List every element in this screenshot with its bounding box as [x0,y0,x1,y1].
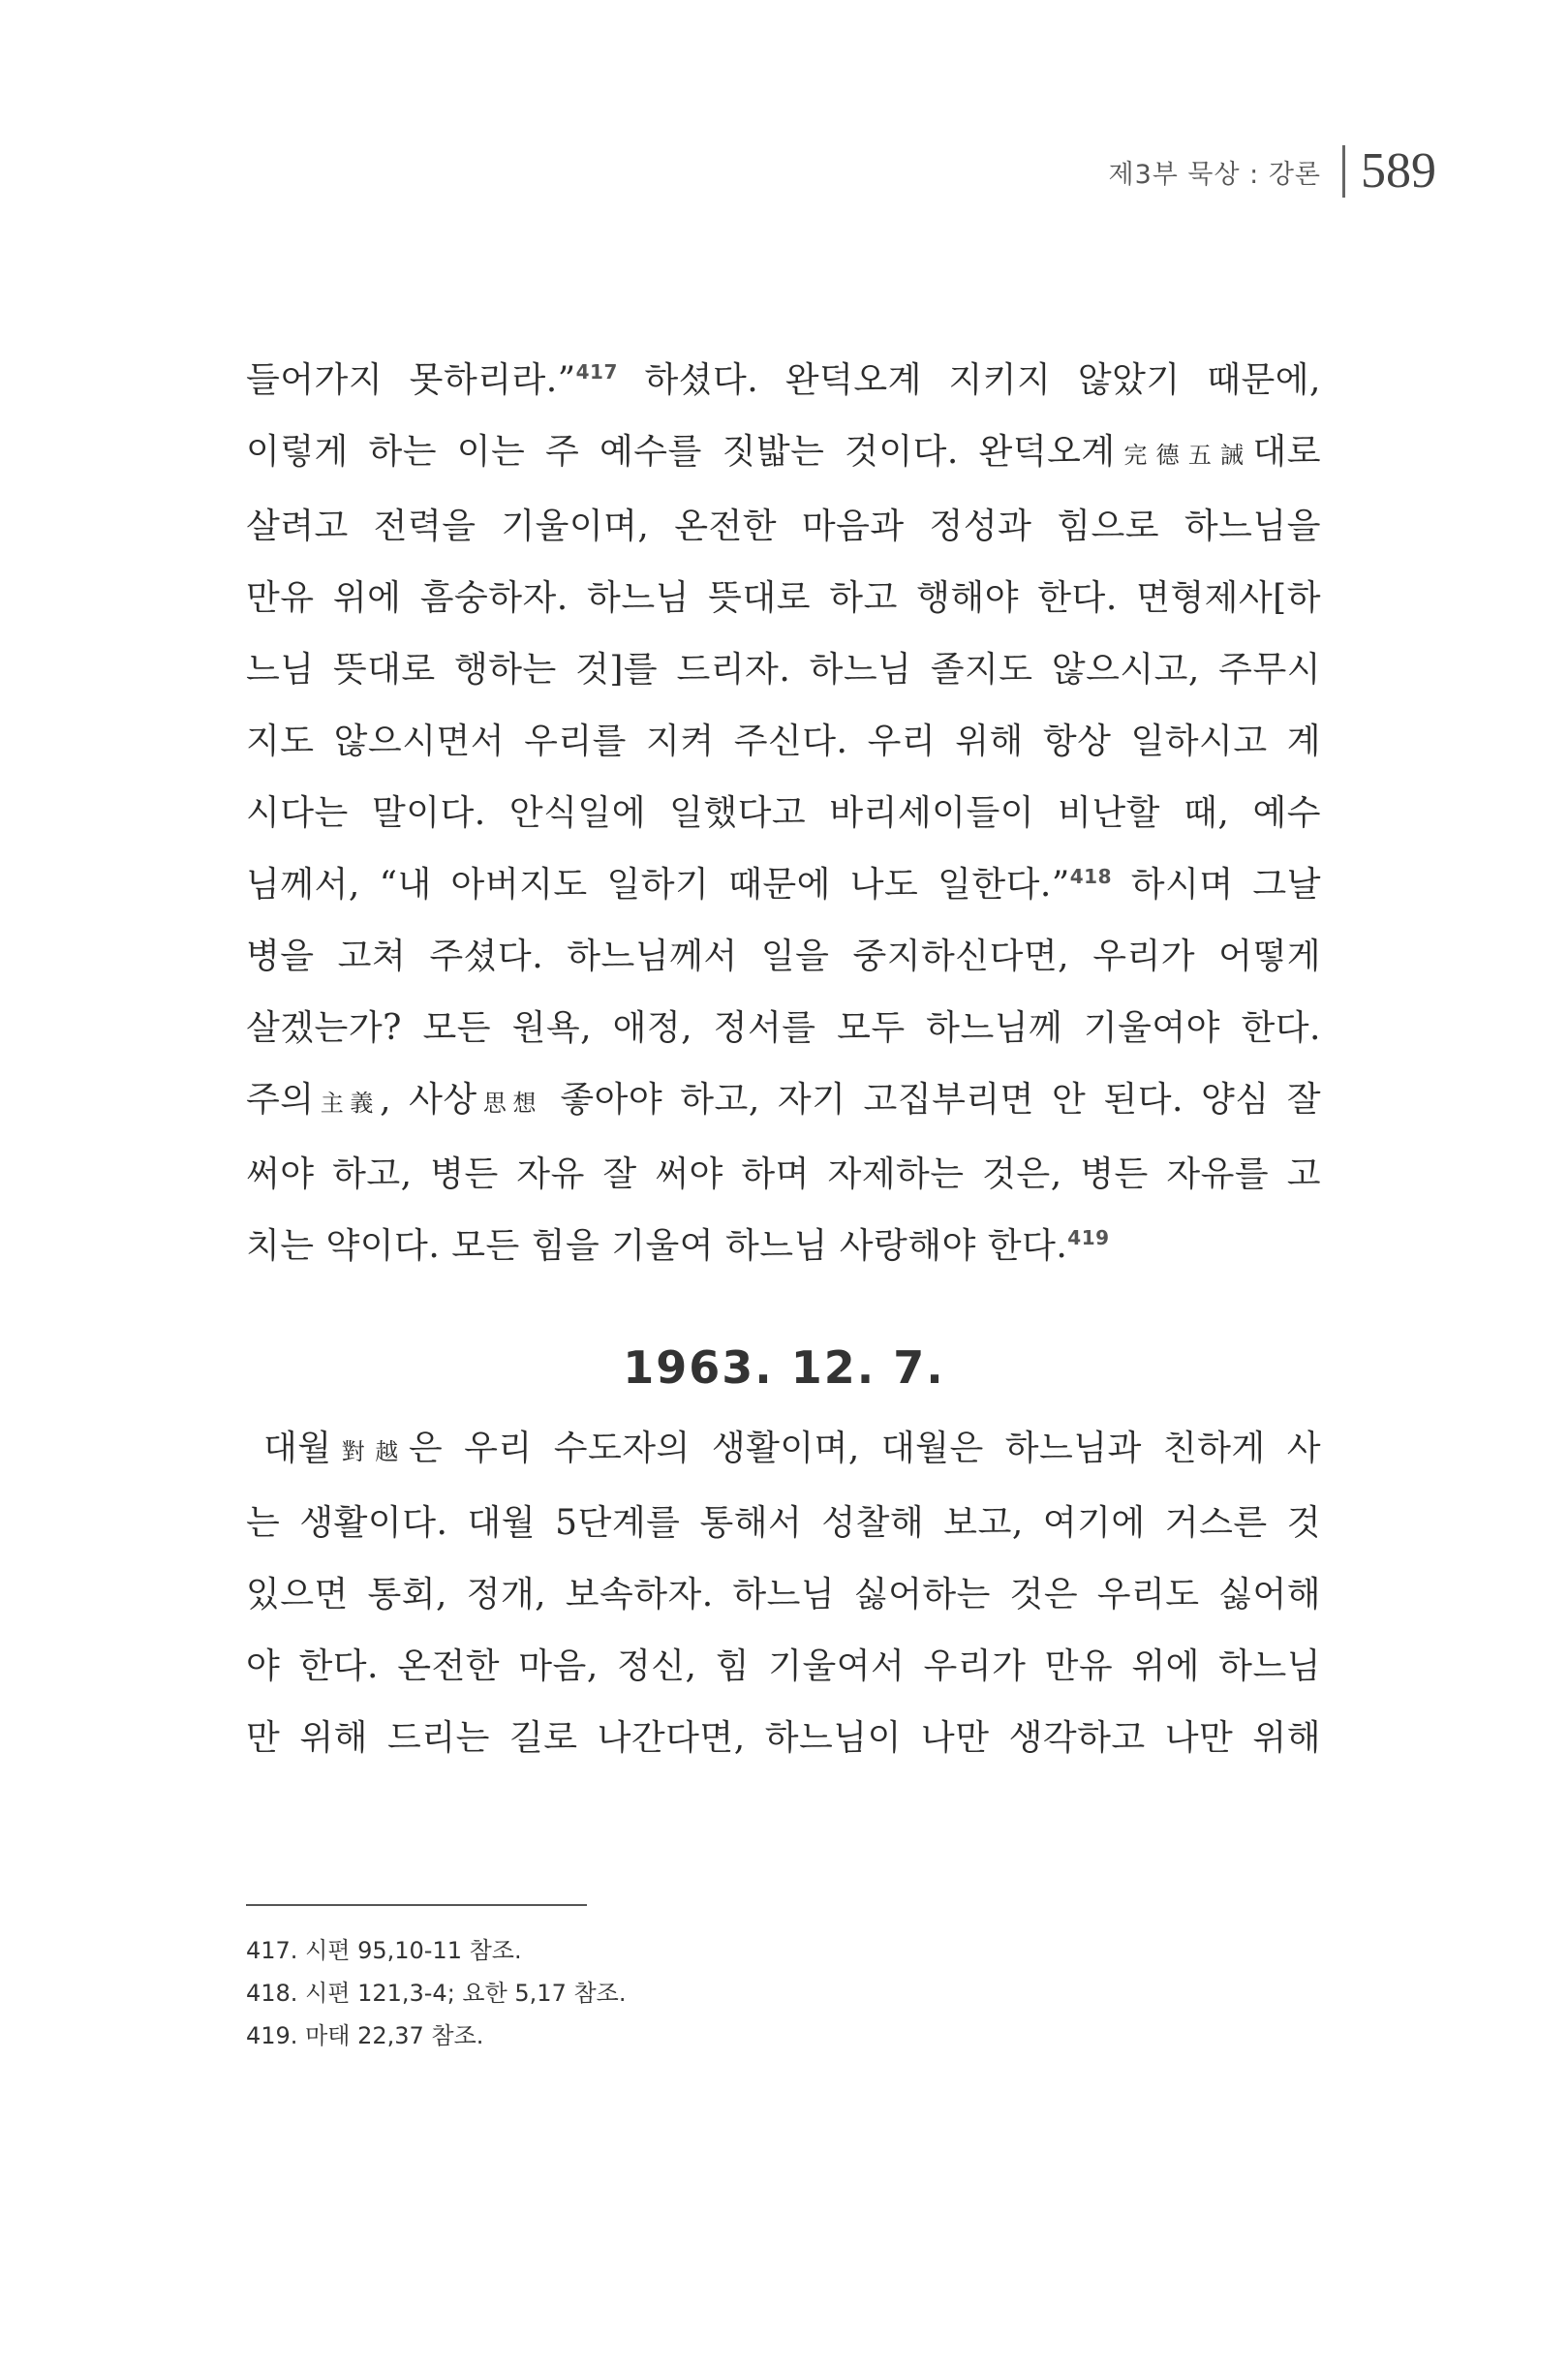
footnote-ref-419[interactable]: 419 [1067,1226,1110,1249]
text-line: 주의主義, 사상思想 좋아야 하고, 자기 고집부리면 안 된다. 양심 잘 [246,1080,1321,1120]
text-line: 느님 뜻대로 행하는 것]를 드리자. 하느님 졸지도 않으시고, 주무시 [246,650,1321,690]
text-line: 대월對越은 우리 수도자의 생활이며, 대월은 하느님과 친하게 사 [263,1429,1322,1468]
footnote-divider [246,1904,587,1906]
text-line: 만유 위에 흠숭하자. 하느님 뜻대로 하고 행해야 한다. 면형제사[하 [246,578,1321,618]
text-line: 병을 고쳐 주셨다. 하느님께서 일을 중지하신다면, 우리가 어떻게 [246,937,1321,976]
hanja-gloss: 完德五誡 [1115,442,1253,469]
hanja-gloss: 思想 [477,1090,543,1117]
hanja-gloss: 主義 [314,1090,381,1117]
footnote-417: 417. 시편 95,10-11 참조. [246,1937,522,1964]
text-line: 지도 않으시면서 우리를 지켜 주신다. 우리 위해 항상 일하시고 계 [246,722,1321,761]
date-heading: 1963. 12. 7. [623,1341,945,1394]
paragraph-1 [246,345,1321,1282]
running-head [1108,145,1436,198]
page-number: 589 [1361,143,1436,199]
text-line: 이렇게 하는 이는 주 예수를 짓밟는 것이다. 완덕오계完德五誡대로 [246,432,1322,472]
section-title: 제3부 묵상 : 강론 [1108,159,1321,190]
header-divider [1342,145,1345,198]
footnote-419: 419. 마태 22,37 참조. [246,2022,484,2049]
text-line: 시다는 말이다. 안식일에 일했다고 바리세이들이 비난할 때, 예수 [246,793,1321,833]
text-line: 써야 하고, 병든 자유 잘 써야 하며 자제하는 것은, 병든 자유를 고 [246,1154,1321,1194]
text-line: 살려고 전력을 기울이며, 온전한 마음과 정성과 힘으로 하느님을 [246,507,1321,546]
text-line: 만 위해 드리는 길로 나간다면, 하느님이 나만 생각하고 나만 위해 [246,1718,1321,1758]
footnote-ref-417[interactable]: 417 [575,360,618,384]
text-line: 님께서, “내 아버지도 일하기 때문에 나도 일한다.”$^{418}$ 하시며 그날 [246,865,1321,905]
paragraph-2 [246,1413,1321,1774]
text-line: 야 한다. 온전한 마음, 정신, 힘 기울여서 우리가 만유 위에 하느님 [246,1646,1321,1686]
text-line: 는 생활이다. 대월 5단계를 통해서 성찰해 보고, 여기에 거스른 것 [246,1503,1321,1543]
text-line: 들어가지 못하리라.”$^{417}$ 하셨다. 완덕오계 지키지 않았기 때문에, [246,360,1321,400]
text-line: 있으면 통회, 정개, 보속하자. 하느님 싫어하는 것은 우리도 싫어해 [246,1575,1321,1615]
footnotes [246,1929,626,2057]
text-line: 살겠는가? 모든 원욕, 애정, 정서를 모두 하느님께 기울여야 한다. [246,1008,1321,1048]
text-line: 치는 약이다. 모든 힘을 기울여 하느님 사랑해야 한다.$^{419}$ [246,1226,1110,1266]
hanja-gloss: 對越 [331,1438,409,1465]
footnote-418: 418. 시편 121,3-4; 요한 5,17 참조. [246,1980,627,2007]
footnote-ref-418[interactable]: 418 [1069,865,1112,888]
